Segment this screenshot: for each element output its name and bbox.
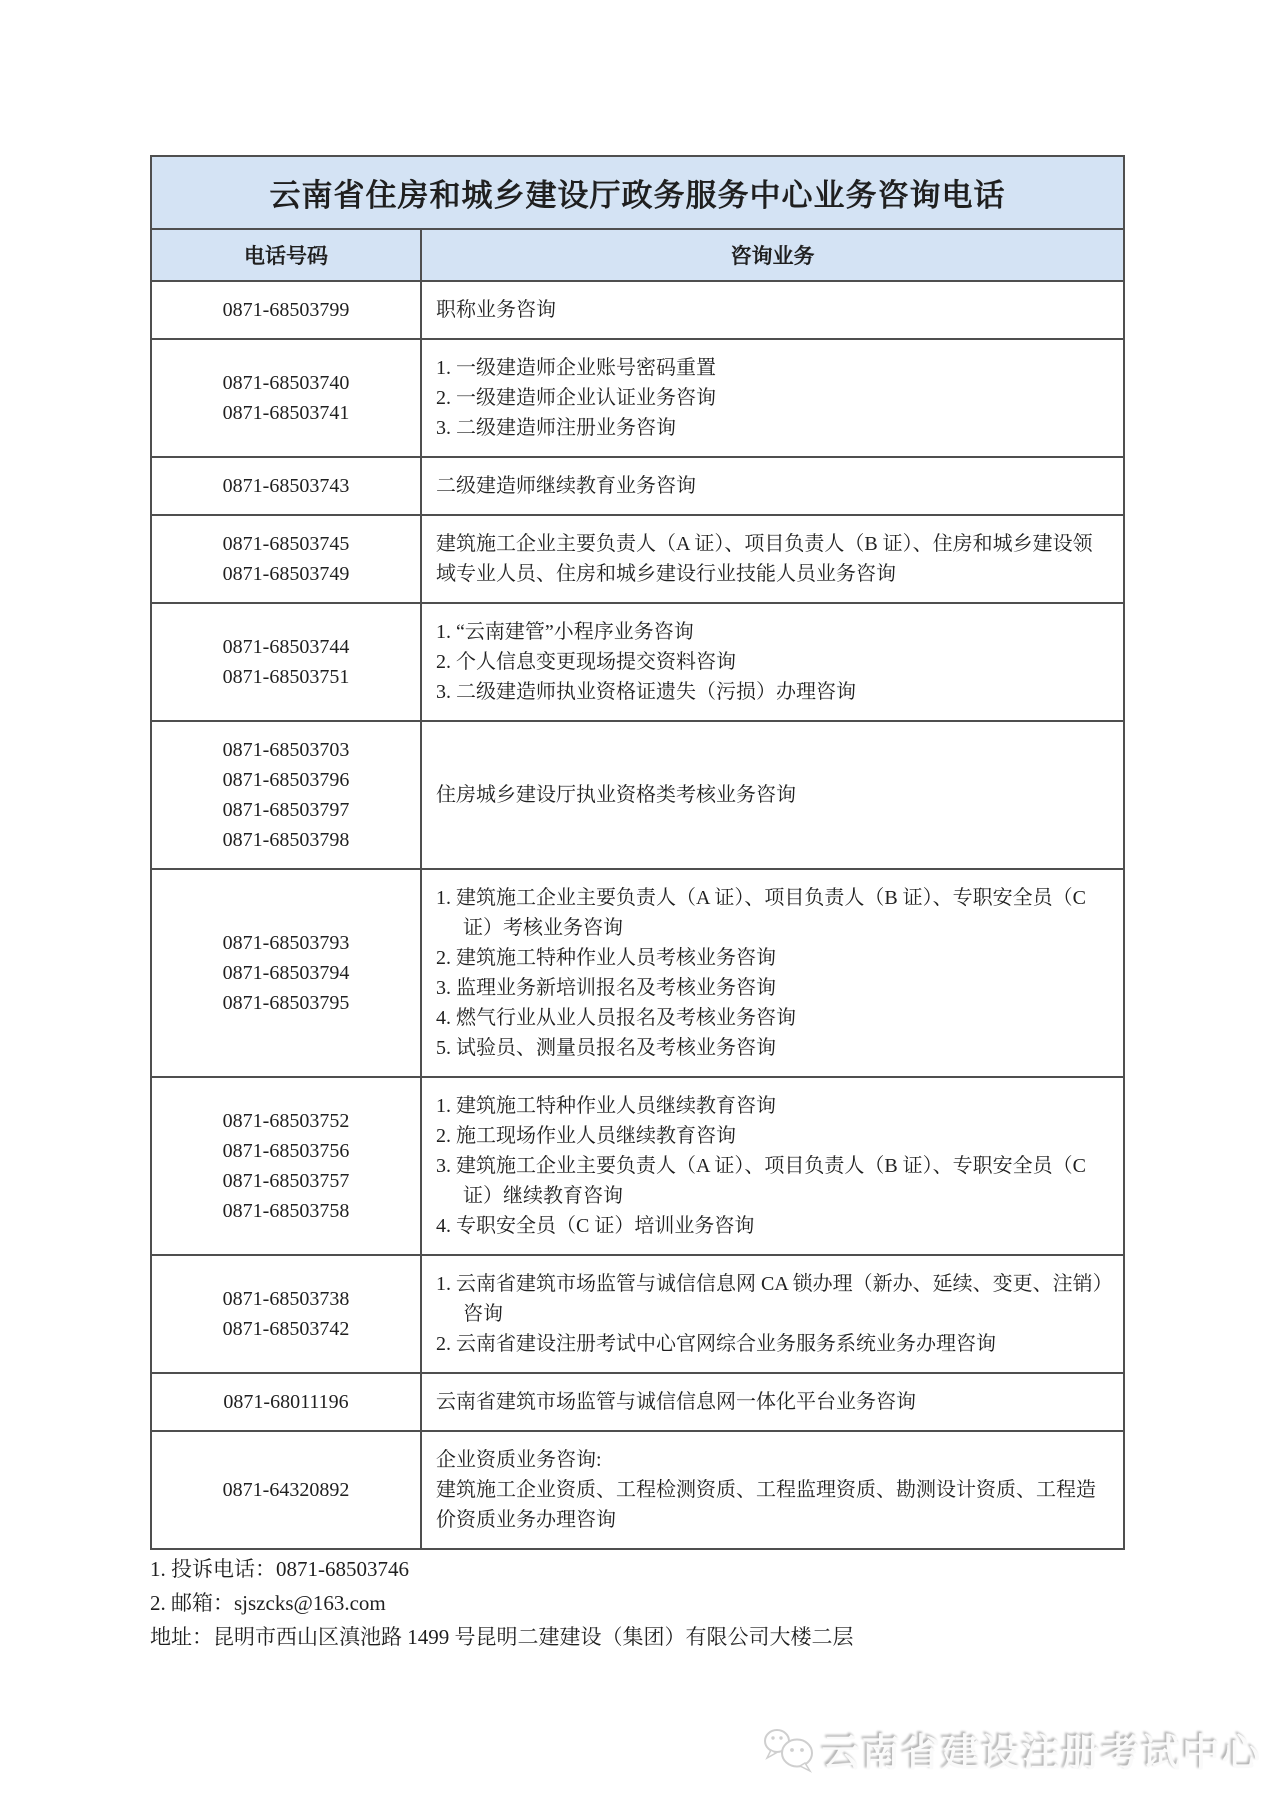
table-row [151, 339, 1124, 457]
service-cell [421, 339, 1124, 457]
service-cell [421, 515, 1124, 603]
service-cell [421, 457, 1124, 515]
table-row [151, 1373, 1124, 1431]
phone-number: 0871-68503743 [222, 475, 350, 497]
service-item: 5. 试验员、测量员报名及考核业务咨询 [436, 1037, 776, 1059]
phone-cell [151, 515, 421, 603]
service-cell [421, 603, 1124, 721]
table-row [151, 869, 1124, 1077]
header-row [151, 229, 1124, 281]
service-item: 2. 施工现场作业人员继续教育咨询 [436, 1125, 736, 1147]
service-cell [421, 1077, 1124, 1255]
service-item: 2. 云南省建设注册考试中心官网综合业务服务系统业务办理咨询 [436, 1333, 996, 1355]
phone-cell [151, 1255, 421, 1373]
service-item: 3. 二级建造师注册业务咨询 [436, 417, 676, 439]
phone-number: 0871-68503751 [222, 666, 350, 688]
service-cell [421, 721, 1124, 869]
service-item: 1. 建筑施工企业主要负责人（A 证）、项目负责人（B 证）、专职安全员（C 证）考核业务咨询 [436, 887, 1087, 939]
service-cell [421, 1255, 1124, 1373]
phone-number: 0871-68503745 [222, 533, 350, 555]
service-item: 1. 云南省建筑市场监管与诚信信息网 CA 锁办理（新办、延续、变更、注销）咨询 [436, 1273, 1103, 1325]
phone-number: 0871-68503740 [222, 372, 350, 394]
service-item: 3. 二级建造师执业资格证遗失（污损）办理咨询 [436, 681, 856, 703]
footer-notes [150, 1552, 854, 1654]
service-item: 职称业务咨询 [436, 299, 556, 321]
phone-cell [151, 1373, 421, 1431]
service-item: 1. 一级建造师企业账号密码重置 [436, 357, 716, 379]
watermark-text: 云南省建设注册考试中心 [822, 1733, 1263, 1775]
service-item: 2. 一级建造师企业认证业务咨询 [436, 387, 716, 409]
service-cell [421, 1431, 1124, 1549]
phone-cell [151, 281, 421, 339]
phone-number: 0871-68503797 [222, 799, 350, 821]
table-row [151, 1255, 1124, 1373]
note-email: 2. 邮箱：sjszcks@163.com [150, 1591, 386, 1615]
column-header-service: 咨询业务 [421, 229, 1124, 281]
table-row [151, 515, 1124, 603]
phone-number: 0871-68503749 [222, 563, 350, 585]
consultation-phone-table [150, 155, 1125, 1550]
phone-number: 0871-68503794 [222, 962, 350, 984]
phone-number: 0871-68503756 [222, 1140, 350, 1162]
service-item: 3. 监理业务新培训报名及考核业务咨询 [436, 977, 776, 999]
phone-cell [151, 1077, 421, 1255]
table-row [151, 603, 1124, 721]
service-item: 建筑施工企业主要负责人（A 证）、项目负责人（B 证）、住房和城乡建设领域专业人员、住房和城乡建设行业技能人员业务咨询 [436, 533, 1093, 585]
title-row [151, 156, 1124, 229]
service-item: 建筑施工企业资质、工程检测资质、工程监理资质、勘测设计资质、工程造价资质业务办理咨询 [436, 1479, 1096, 1531]
phone-cell [151, 339, 421, 457]
phone-number: 0871-68011196 [223, 1391, 349, 1413]
phone-number: 0871-68503793 [222, 932, 350, 954]
service-item: 2. 建筑施工特种作业人员考核业务咨询 [436, 947, 776, 969]
phone-number: 0871-68503799 [222, 299, 350, 321]
service-item: 二级建造师继续教育业务咨询 [436, 475, 696, 497]
service-item: 住房城乡建设厅执业资格类考核业务咨询 [436, 784, 796, 806]
phone-number: 0871-68503744 [222, 636, 350, 658]
phone-number: 0871-68503796 [222, 769, 350, 791]
service-item: 3. 建筑施工企业主要负责人（A 证）、项目负责人（B 证）、专职安全员（C 证）继续教育咨询 [436, 1155, 1087, 1207]
phone-cell [151, 1431, 421, 1549]
phone-number: 0871-68503738 [222, 1288, 350, 1310]
service-item: 云南省建筑市场监管与诚信信息网一体化平台业务咨询 [436, 1391, 916, 1413]
phone-number: 0871-68503758 [222, 1200, 350, 1222]
table-row [151, 1431, 1124, 1549]
service-cell [421, 869, 1124, 1077]
page-title: 云南省住房和城乡建设厅政务服务中心业务咨询电话 [151, 156, 1124, 229]
wechat-icon [762, 1724, 816, 1776]
service-item: 4. 专职安全员（C 证）培训业务咨询 [436, 1215, 755, 1237]
table-row [151, 1077, 1124, 1255]
phone-cell [151, 457, 421, 515]
note-complaint-phone: 1. 投诉电话：0871-68503746 [150, 1557, 409, 1581]
phone-number: 0871-68503742 [222, 1318, 350, 1340]
service-item: 1. “云南建管”小程序业务咨询 [436, 621, 694, 643]
phone-number: 0871-68503798 [222, 829, 350, 851]
phone-cell [151, 869, 421, 1077]
table-row [151, 281, 1124, 339]
table-body [151, 281, 1124, 1549]
service-cell [421, 1373, 1124, 1431]
service-cell [421, 281, 1124, 339]
phone-number: 0871-68503703 [222, 739, 350, 761]
phone-cell [151, 721, 421, 869]
phone-number: 0871-68503795 [222, 992, 350, 1014]
service-item: 企业资质业务咨询: [436, 1449, 602, 1471]
table-row [151, 457, 1124, 515]
phone-number: 0871-64320892 [222, 1479, 350, 1501]
phone-cell [151, 603, 421, 721]
phone-number: 0871-68503757 [222, 1170, 350, 1192]
column-header-phone: 电话号码 [151, 229, 421, 281]
service-item: 2. 个人信息变更现场提交资料咨询 [436, 651, 736, 673]
note-address: 地址：昆明市西山区滇池路 1499 号昆明二建建设（集团）有限公司大楼二层 [150, 1625, 854, 1649]
service-item: 1. 建筑施工特种作业人员继续教育咨询 [436, 1095, 776, 1117]
phone-number: 0871-68503741 [222, 402, 350, 424]
phone-number: 0871-68503752 [222, 1110, 350, 1132]
watermark [762, 1722, 1262, 1777]
service-item: 4. 燃气行业从业人员报名及考核业务咨询 [436, 1007, 796, 1029]
table-row [151, 721, 1124, 869]
